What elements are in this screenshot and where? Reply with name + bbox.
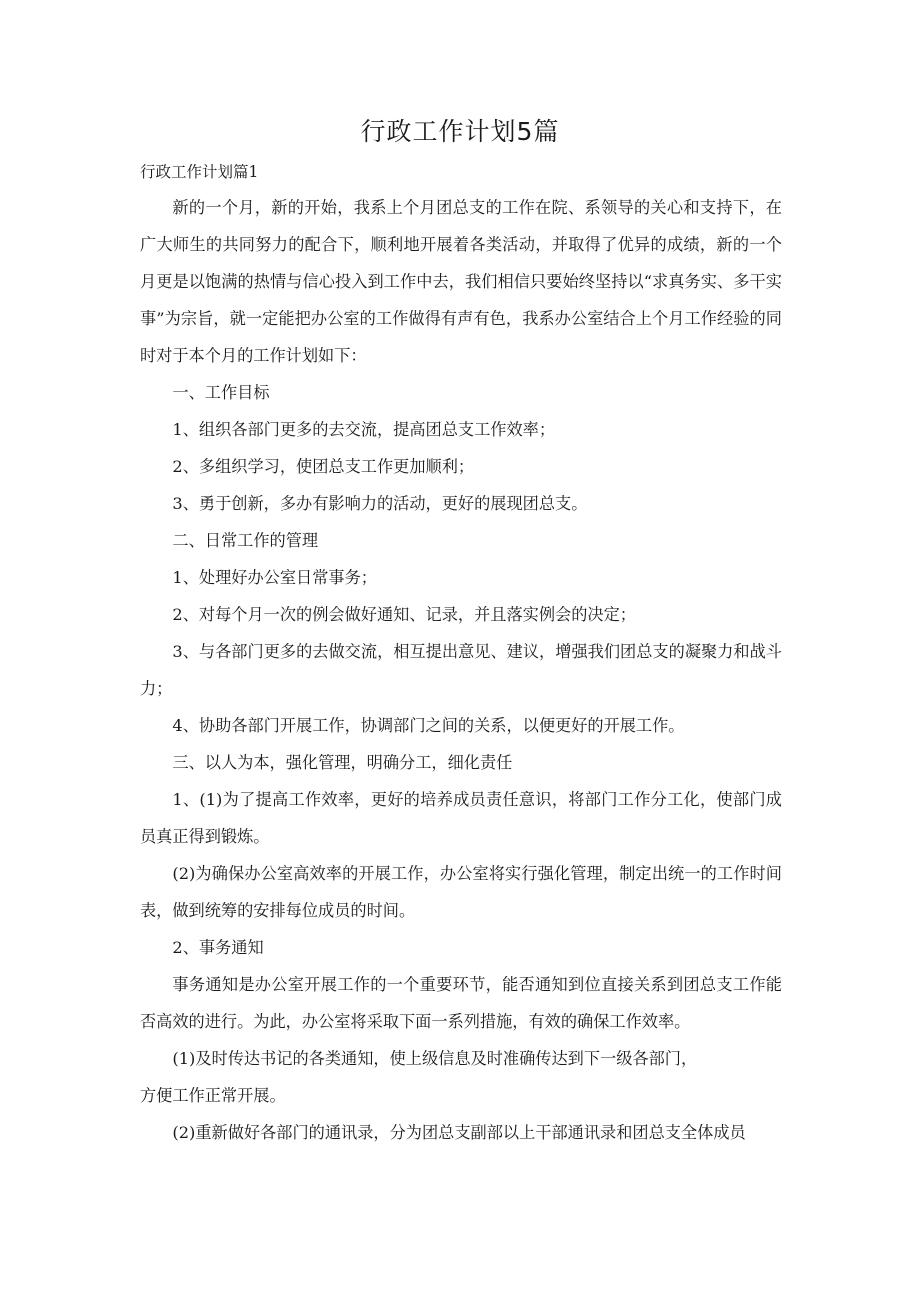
management-item: 4、协助各部门开展工作，协调部门之间的关系，以便更好的开展工作。 — [172, 716, 685, 735]
intro-paragraph: 新的一个月，新的开始，我系上个月团总支的工作在院、系领导的关心和支持下，在广大师生的共同努力的配合下，顺利地开展着各类活动，并取得了优异的成绩，新的一个月更是以饱满的热情与信心投入到工作中去，我们相信只要始终坚持以“求真务实、多干实事”为宗旨，就一定能把办公室的工作做得有声有色，我系办公室结合上个月工作经验的同时对于本个月的工作计划如下： — [140, 198, 782, 365]
goal-item: 3、勇于创新，多办有影响力的活动，更好的展现团总支。 — [172, 494, 588, 513]
affairs-item: (1)及时传达书记的各类通知，使上级信息及时准确传达到下一级各部门， — [172, 1049, 698, 1068]
heading-work-goals: 一、工作目标 — [172, 383, 270, 402]
goal-item: 2、多组织学习，使团总支工作更加顺利； — [172, 457, 475, 476]
affairs-paragraph: 事务通知是办公室开展工作的一个重要环节，能否通知到位直接关系到团总支工作能否高效的进行。为此，办公室将采取下面一系列措施，有效的确保工作效率。 — [140, 975, 782, 1031]
goal-item: 1、组织各部门更多的去交流，提高团总支工作效率； — [172, 420, 556, 439]
affairs-item: (2)重新做好各部门的通讯录，分为团总支副部以上干部通讯录和团总支全体成员 — [172, 1123, 746, 1142]
heading-daily-management: 二、日常工作的管理 — [172, 531, 319, 550]
affairs-item-continuation: 方便工作正常开展。 — [140, 1086, 286, 1105]
management-item: 1、处理好办公室日常事务； — [172, 568, 377, 587]
management-item: 2、对每个月一次的例会做好通知、记录，并且落实例会的决定； — [172, 605, 636, 624]
heading-affairs-notice: 2、事务通知 — [172, 938, 264, 957]
division-item: (2)为确保办公室高效率的开展工作，办公室将实行强化管理，制定出统一的工作时间表，做到统筹的安排每位成员的时间。 — [140, 864, 782, 920]
document-body — [140, 189, 782, 1151]
management-item: 3、与各部门更多的去做交流，相互提出意见、建议，增强我们团总支的凝聚力和战斗力； — [140, 642, 782, 698]
division-item: 1、(1)为了提高工作效率，更好的培养成员责任意识，将部门工作分工化，使部门成员真正得到锻炼。 — [140, 790, 782, 846]
section-heading: 行政工作计划篇1 — [140, 163, 259, 181]
document-title: 行政工作计划5篇 — [360, 117, 560, 146]
heading-people-oriented: 三、以人为本，强化管理，明确分工，细化责任 — [172, 753, 513, 772]
